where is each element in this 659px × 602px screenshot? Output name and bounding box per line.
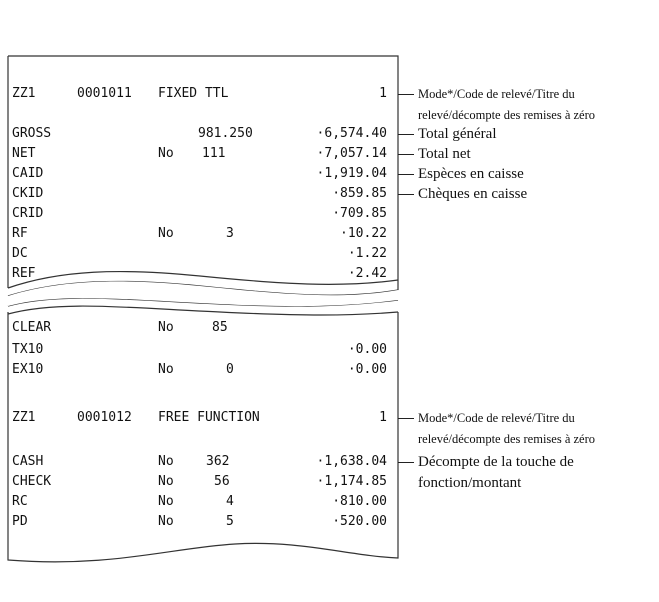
row-label: CLEAR	[12, 320, 52, 335]
row-amount: ·7,057.14	[316, 146, 387, 161]
report-number: 0001011	[77, 86, 132, 101]
reset-count: 1	[379, 86, 387, 101]
row-amount: ·520.00	[332, 514, 387, 529]
row-caid	[12, 164, 392, 184]
row-count: 85	[212, 320, 228, 335]
row-net	[12, 144, 392, 164]
annotation-cheques: Chèques en caisse	[418, 186, 528, 202]
row-amount: ·1,638.04	[316, 454, 387, 469]
row-crid	[12, 204, 392, 224]
row-no: No	[158, 454, 174, 469]
row-amount: ·1,174.85	[316, 474, 387, 489]
row-amount: ·1,919.04	[316, 166, 387, 181]
row-cash	[12, 452, 392, 472]
row-count: 111	[202, 146, 226, 161]
row-label: REF	[12, 266, 36, 281]
row-count: 362	[206, 454, 230, 469]
annotation-mode2-line1: Mode*/Code de relevé/Titre du	[418, 411, 575, 425]
row-clear	[12, 318, 392, 338]
row-label: CRID	[12, 206, 44, 221]
row-count: 3	[226, 226, 234, 241]
row-count: 981.250	[198, 126, 253, 141]
report-number: 0001012	[77, 410, 132, 425]
row-label: RF	[12, 226, 28, 241]
row-check	[12, 472, 392, 492]
annotation-decompte-line2: fonction/montant	[418, 475, 522, 491]
row-pd	[12, 512, 392, 532]
row-ref	[12, 264, 392, 284]
row-count: 56	[214, 474, 230, 489]
annotation-mode-line1: Mode*/Code de relevé/Titre du	[418, 87, 575, 101]
report-code: ZZ1	[12, 410, 36, 425]
row-amount: ·1.22	[347, 246, 387, 261]
receipt-header-fixed-ttl	[12, 84, 392, 104]
report-code: ZZ1	[12, 86, 36, 101]
leader-line	[398, 94, 414, 95]
leader-line	[398, 154, 414, 155]
reset-count: 1	[379, 410, 387, 425]
row-label: CHECK	[12, 474, 52, 489]
row-rc	[12, 492, 392, 512]
row-gross	[12, 124, 392, 144]
row-label: CKID	[12, 186, 44, 201]
row-label: RC	[12, 494, 28, 509]
row-label: TX10	[12, 342, 44, 357]
row-count: 4	[226, 494, 234, 509]
row-count: 5	[226, 514, 234, 529]
row-rf	[12, 224, 392, 244]
row-amount: ·709.85	[332, 206, 387, 221]
row-no: No	[158, 474, 174, 489]
row-amount: ·6,574.40	[316, 126, 387, 141]
row-amount: ·0.00	[347, 342, 387, 357]
row-label: NET	[12, 146, 36, 161]
annotation-mode2-line2: relevé/décompte des remises à zéro	[418, 432, 595, 446]
row-no: No	[158, 514, 174, 529]
annotation-total-general: Total général	[418, 126, 497, 142]
annotation-mode-line2: relevé/décompte des remises à zéro	[418, 108, 595, 122]
row-ckid	[12, 184, 392, 204]
leader-line	[398, 462, 414, 463]
row-amount: ·10.22	[340, 226, 387, 241]
row-amount: ·0.00	[347, 362, 387, 377]
report-title: FIXED TTL	[158, 86, 229, 101]
row-amount: ·2.42	[347, 266, 387, 281]
row-label: EX10	[12, 362, 44, 377]
row-label: PD	[12, 514, 28, 529]
leader-line	[398, 134, 414, 135]
leader-line	[398, 174, 414, 175]
row-no: No	[158, 320, 174, 335]
row-no: No	[158, 146, 174, 161]
row-amount: ·810.00	[332, 494, 387, 509]
row-ex10	[12, 360, 392, 380]
row-amount: ·859.85	[332, 186, 387, 201]
row-no: No	[158, 362, 174, 377]
leader-line	[398, 418, 414, 419]
row-tx10	[12, 340, 392, 360]
report-title: FREE FUNCTION	[158, 410, 260, 425]
receipt-header-free-function	[12, 408, 392, 428]
leader-line	[398, 194, 414, 195]
row-label: CAID	[12, 166, 44, 181]
row-label: DC	[12, 246, 28, 261]
row-no: No	[158, 226, 174, 241]
row-dc	[12, 244, 392, 264]
row-no: No	[158, 494, 174, 509]
annotation-decompte-line1: Décompte de la touche de	[418, 454, 574, 470]
annotation-especes: Espèces en caisse	[418, 166, 524, 182]
row-label: GROSS	[12, 126, 52, 141]
row-label: CASH	[12, 454, 44, 469]
row-count: 0	[226, 362, 234, 377]
annotation-total-net: Total net	[418, 146, 471, 162]
